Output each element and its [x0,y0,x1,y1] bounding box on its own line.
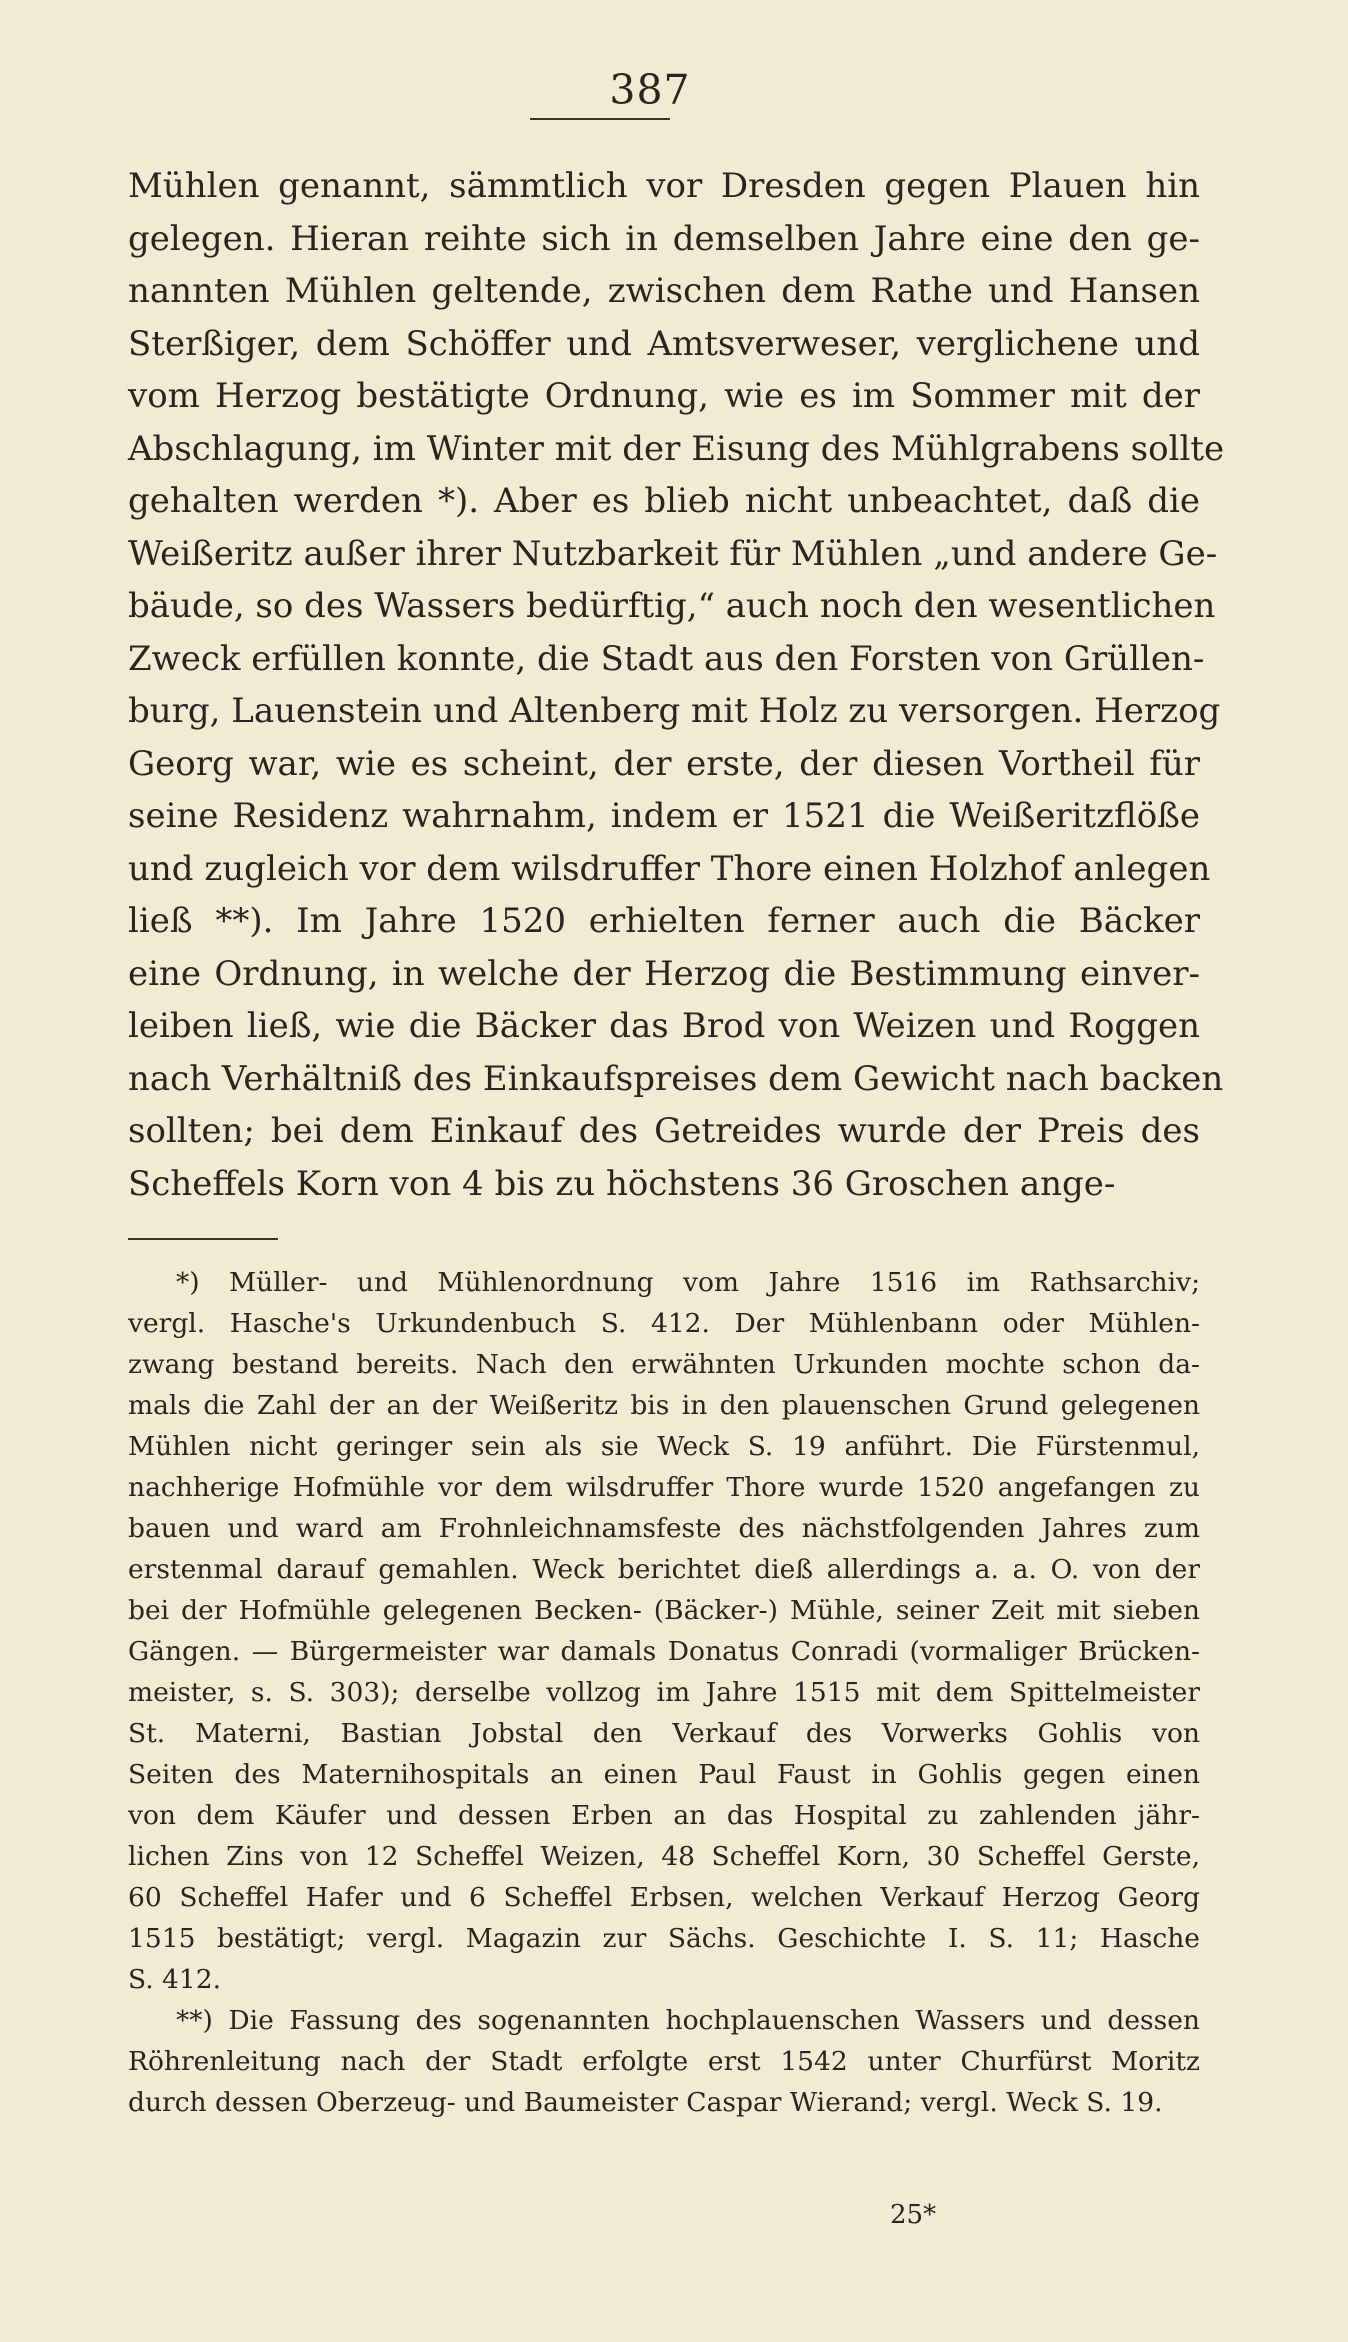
footnote-line: Seiten des Maternihospitals an einen Paul Faust in Gohlis gegen einen [128,1759,1200,1790]
footnote-line: erstenmal darauf gemahlen. Weck berichtet dieß allerdings a. a. O. von der [128,1554,1200,1585]
footnote-line: *) Müller- und Mühlenordnung vom Jahre 1516 im Rathsarchiv; [176,1267,1200,1298]
body-line: Sterßiger, dem Schöffer und Amtsverweser, verglichene und [128,323,1200,364]
header-rule [530,118,670,120]
signature-mark: 25* [890,2200,937,2230]
footnote-line: vergl. Hasche's Urkundenbuch S. 412. Der Mühlenbann oder Mühlen- [128,1308,1200,1339]
footnote-line: bei der Hofmühle gelegenen Becken- (Bäcker-) Mühle, seiner Zeit mit sieben [128,1595,1200,1626]
body-line: nannten Mühlen geltende, zwischen dem Rathe und Hansen [128,271,1200,311]
footnote-line: zwang bestand bereits. Nach den erwähnten Urkunden mochte schon da- [128,1349,1200,1380]
footnote-line: nachherige Hofmühle vor dem wilsdruffer Thore wurde 1520 angefangen zu [128,1472,1200,1503]
body-line: Weißeritz außer ihrer Nutzbarkeit für Mühlen „und andere Ge- [128,533,1218,574]
footnote-line: S. 412. [128,1964,222,1995]
footnote-line: **) Die Fassung des sogenannten hochplauenschen Wassers und dessen [176,2005,1200,2036]
footnote-line: lichen Zins von 12 Scheffel Weizen, 48 Scheffel Korn, 30 Scheffel Gerste, [128,1841,1200,1872]
body-line: nach Verhältniß des Einkaufspreises dem Gewicht nach backen [128,1058,1224,1099]
footnote-rule [128,1238,278,1240]
footnote-line: St. Materni, Bastian Jobstal den Verkauf des Vorwerks Gohlis von [128,1718,1200,1749]
footnote-line: von dem Käufer und dessen Erben an das Hospital zu zahlenden jähr- [128,1800,1200,1831]
footnote-line: bauen und ward am Frohnleichnamsfeste des nächstfolgenden Jahres zum [128,1513,1200,1544]
body-line: seine Residenz wahrnahm, indem er 1521 die Weißeritzflöße [128,796,1200,836]
footnotes [128,1262,1200,2123]
body-line: leiben ließ, wie die Bäcker das Brod von Weizen und Roggen [128,1006,1200,1046]
body-line: gelegen. Hieran reihte sich in demselben Jahre eine den ge- [128,218,1200,259]
body-line: gehalten werden *). Aber es blieb nicht unbeachtet, daß die [128,481,1200,521]
footnote-line: durch dessen Oberzeug- und Baumeister Caspar Wierand; vergl. Weck S. 19. [128,2087,1163,2118]
body-line: Zweck erfüllen konnte, die Stadt aus den Forsten von Grüllen- [128,638,1205,679]
page-number: 387 [609,66,691,114]
footnote-line: 1515 bestätigt; vergl. Magazin zur Sächs. Geschichte I. S. 11; Hasche [128,1923,1200,1954]
main-text [128,160,1225,1210]
body-line: Abschlagung, im Winter mit der Eisung des Mühlgrabens sollte [128,428,1225,469]
body-line: und zugleich vor dem wilsdruffer Thore einen Holzhof anlegen [128,848,1211,889]
body-line: vom Herzog bestätigte Ordnung, wie es im Sommer mit der [128,376,1200,416]
body-line: Georg war, wie es scheint, der erste, der diesen Vortheil für [128,743,1200,784]
body-line: Mühlen genannt, sämmtlich vor Dresden gegen Plauen hin [128,166,1200,206]
body-line: burg, Lauenstein und Altenberg mit Holz zu versorgen. Herzog [128,691,1221,731]
footnote-line: meister, s. S. 303); derselbe vollzog im Jahre 1515 mit dem Spittelmeister [128,1677,1200,1708]
footnote-line: Röhrenleitung nach der Stadt erfolgte erst 1542 unter Churfürst Moritz [128,2046,1200,2077]
footnote-line: Gängen. — Bürgermeister war damals Donatus Conradi (vormaliger Brücken- [128,1636,1200,1667]
footnote-line: 60 Scheffel Hafer und 6 Scheffel Erbsen, welchen Verkauf Herzog Georg [128,1882,1200,1913]
body-line: Scheffels Korn von 4 bis zu höchstens 36 Groschen ange- [128,1163,1116,1204]
body-line: sollten; bei dem Einkauf des Getreides wurde der Preis des [128,1111,1200,1151]
footnote-line: Mühlen nicht geringer sein als sie Weck S. 19 anführt. Die Fürstenmul, [128,1431,1200,1462]
body-line: eine Ordnung, in welche der Herzog die Bestimmung einver- [128,953,1200,994]
footnote-line: mals die Zahl der an der Weißeritz bis in den plauenschen Grund gelegenen [128,1390,1200,1421]
body-line: bäude, so des Wassers bedürftig,“ auch noch den wesentlichen [128,586,1216,626]
body-line: ließ **). Im Jahre 1520 erhielten ferner auch die Bäcker [128,901,1200,941]
